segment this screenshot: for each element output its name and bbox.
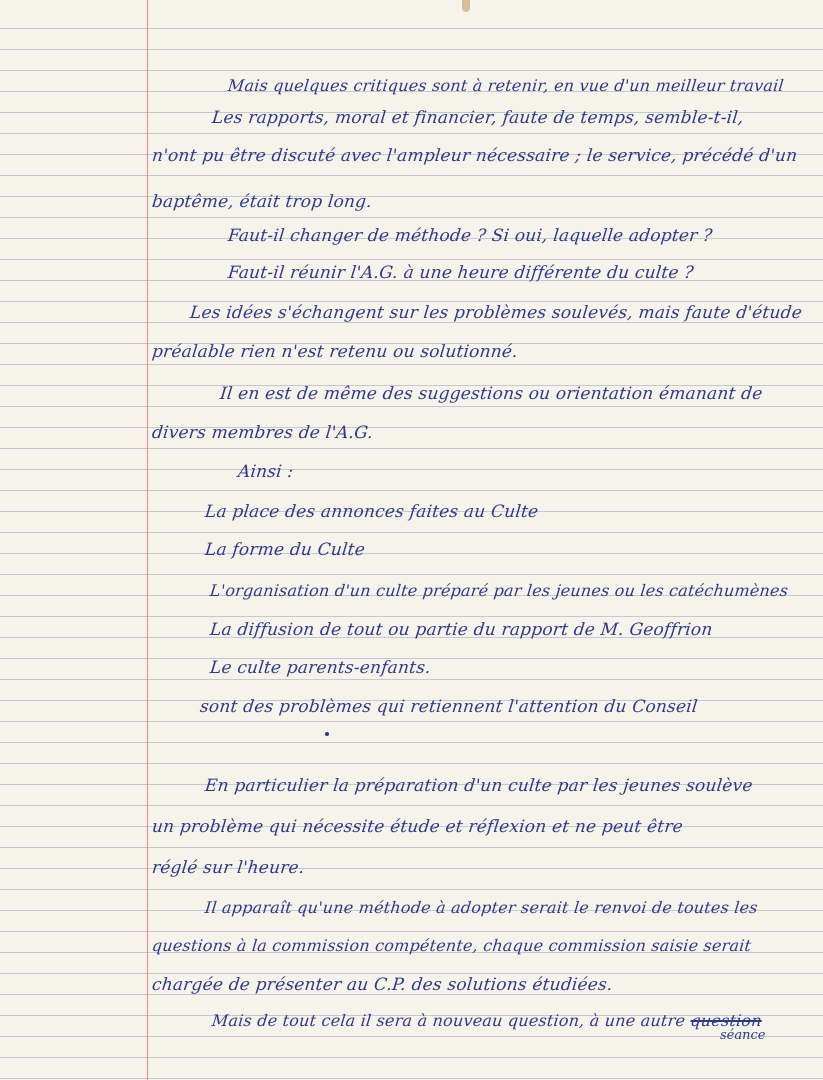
list-item: L'organisation d'un culte préparé par les jeunes ou les catéchumènes — [209, 581, 790, 600]
text-line: réglé sur l'heure. — [150, 858, 306, 878]
text-line: Les idées s'échangent sur les problèmes soulevés, mais faute d'étude — [188, 303, 804, 323]
list-item: Le culte parents-enfants. — [208, 658, 432, 678]
text-line: Faut-il réunir l'A.G. à une heure différente du culte ? — [226, 263, 695, 283]
text-line: préalable rien n'est retenu ou solutionné. — [150, 342, 519, 362]
list-item: La diffusion de tout ou partie du rapport de M. Geoffrion — [208, 620, 714, 640]
text-line: Les rapports, moral et financier, faute de temps, semble-t-il, — [210, 108, 745, 128]
text-line: En particulier la préparation d'un culte par les jeunes soulève — [203, 776, 754, 796]
list-item: La forme du Culte — [203, 540, 367, 560]
margin-rule — [147, 0, 148, 1080]
text-line: n'ont pu être discuté avec l'ampleur nécessaire ; le service, précédé d'un — [150, 146, 799, 166]
text-line: baptême, était trop long. — [150, 192, 373, 212]
text-line: sont des problèmes qui retiennent l'attention du Conseil — [198, 697, 699, 717]
text-line: divers membres de l'A.G. — [150, 423, 375, 443]
text-line: Faut-il changer de méthode ? Si oui, laquelle adopter ? — [226, 226, 714, 246]
correction-word: séance — [720, 1028, 766, 1043]
last-line-text: Mais de tout cela il sera à nouveau question, à une autre — [211, 1011, 687, 1030]
text-line: Ainsi : — [236, 462, 295, 482]
struck-word: question — [689, 1011, 763, 1030]
text-line: un problème qui nécessite étude et réflexion et ne peut être — [150, 817, 685, 837]
list-item: La place des annonces faites au Culte — [203, 502, 540, 522]
ink-dot — [325, 732, 329, 736]
text-line: questions à la commission compétente, chaque commission saisie serait — [151, 936, 753, 955]
text-line: Il en est de même des suggestions ou orientation émanant de — [218, 384, 764, 404]
text-line: Il apparaît qu'une méthode à adopter serait le renvoi de toutes les — [204, 898, 759, 917]
last-line — [211, 1011, 763, 1030]
text-line: chargée de présenter au C.P. des solutions étudiées. — [150, 975, 614, 995]
text-line: Mais quelques critiques sont à retenir, en vue d'un meilleur travail — [227, 76, 785, 95]
binding-mark — [462, 0, 470, 12]
